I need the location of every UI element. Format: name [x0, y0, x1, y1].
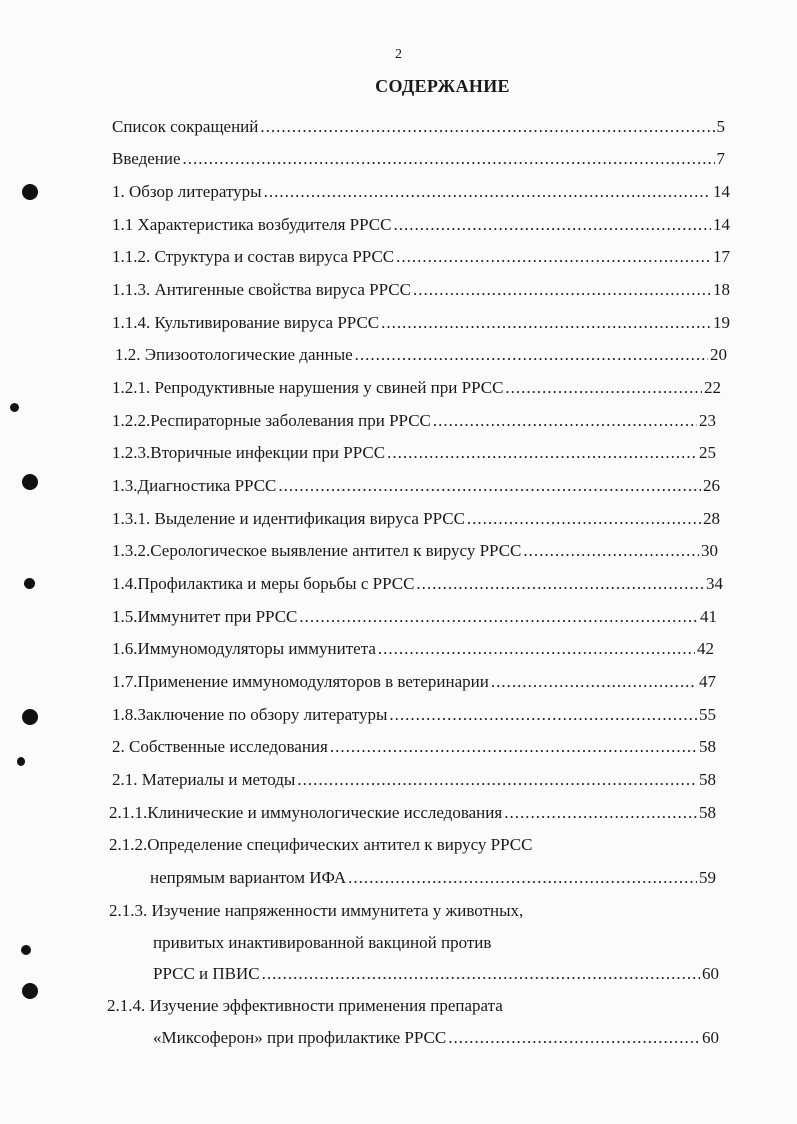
toc-entry: 1.1.2. Структура и состав вируса РРСС ..... 17 — [112, 247, 730, 267]
toc-entry: 1.5.Иммунитет при РРСС ..... 41 — [112, 607, 717, 627]
toc-entry: непрямым вариантом ИФА ..... 59 — [150, 868, 716, 888]
toc-entry: 1.7.Применение иммуномодуляторов в ветеринарии ..... 47 — [112, 672, 716, 692]
toc-entry: 1.2. Эпизоотологические данные ..... 20 — [115, 345, 727, 365]
punch-hole-mark — [21, 945, 31, 955]
toc-entry: 1.8.Заключение по обзору литературы ..... 55 — [112, 705, 716, 725]
punch-hole-mark — [22, 709, 38, 725]
toc-entry: 1. Обзор литературы ..... 14 — [112, 182, 730, 202]
toc-entry: 1.1 Характеристика возбудителя РРСС ..... 14 — [112, 215, 730, 235]
toc-entry: 1.4.Профилактика и меры борьбы с РРСС ..... 34 — [112, 574, 723, 594]
toc-entry: привитых инактивированной вакциной против — [153, 933, 492, 952]
punch-hole-mark — [24, 578, 35, 589]
toc-entry: 1.6.Иммуномодуляторы иммунитета ..... 42 — [112, 639, 714, 659]
toc-entry: 2.1.4. Изучение эффективности применения препарата — [107, 996, 503, 1015]
toc-entry: РРСС и ПВИС ..... 60 — [153, 964, 719, 984]
toc-entry: 1.1.3. Антигенные свойства вируса РРСС ..... 18 — [112, 280, 730, 300]
toc-entry: Введение ..... 7 — [112, 149, 725, 169]
punch-hole-mark — [10, 403, 19, 412]
toc-entry: 2.1.1.Клинические и иммунологические исследования ..... 58 — [109, 803, 716, 823]
punch-hole-mark — [17, 757, 25, 766]
toc-entry: 2.1.2.Определение специфических антител к вирусу РРСС — [109, 835, 533, 854]
toc-entry: 1.2.2.Респираторные заболевания при РРСС ..... 23 — [112, 411, 716, 431]
toc-entry: «Миксоферон» при профилактике РРСС ..... 60 — [153, 1028, 719, 1048]
toc-entry: 1.3.2.Серологическое выявление антител к вирусу РРСС ..... 30 — [112, 541, 718, 561]
toc-entry: 1.2.1. Репродуктивные нарушения у свиней при РРСС ..... 22 — [112, 378, 721, 398]
toc-entry: 1.3.1. Выделение и идентификация вируса РРСС ..... 28 — [112, 509, 720, 529]
toc-entry: 1.1.4. Культивирование вируса РРСС ..... 19 — [112, 313, 730, 333]
punch-hole-mark — [22, 983, 38, 999]
toc-entry: 2.1. Материалы и методы ..... 58 — [112, 770, 716, 790]
punch-hole-mark — [22, 184, 38, 200]
toc-entry: Список сокращений ..... 5 — [112, 117, 725, 137]
toc-entry: 1.3.Диагностика РРСС ..... 26 — [112, 476, 720, 496]
toc-entry: 1.2.3.Вторичные инфекции при РРСС ..... 25 — [112, 443, 716, 463]
toc-entry: 2.1.3. Изучение напряженности иммунитета у животных, — [109, 901, 524, 920]
page-number: 2 — [395, 47, 402, 62]
punch-hole-mark — [22, 474, 38, 490]
toc-entry: 2. Собственные исследования ..... 58 — [112, 737, 716, 757]
page-title: СОДЕРЖАНИЕ — [375, 76, 510, 96]
